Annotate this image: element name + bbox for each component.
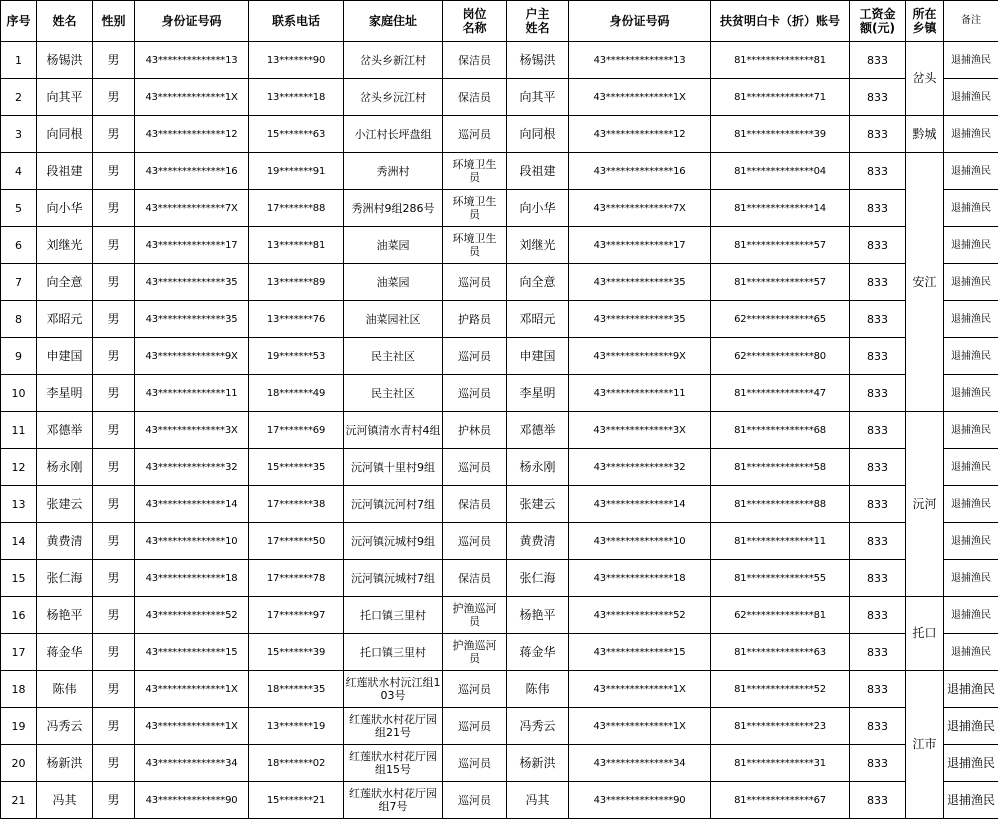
cell-id: 43**************34: [135, 745, 249, 782]
cell-address: 岔头乡新江村: [344, 42, 443, 79]
cell-hh-id: 43**************3X: [569, 412, 711, 449]
cell-post: 环境卫生员: [443, 153, 507, 190]
cell-no: 2: [1, 79, 37, 116]
cell-gender: 男: [93, 338, 135, 375]
cell-no: 12: [1, 449, 37, 486]
cell-note: 退捕渔民: [944, 116, 998, 153]
cell-hh-id: 43**************17: [569, 227, 711, 264]
cell-id: 43**************11: [135, 375, 249, 412]
header-cell-post-text: 岗位名称: [462, 7, 487, 35]
cell-no: 4: [1, 153, 37, 190]
cell-account: 81**************68: [711, 412, 850, 449]
table-row: [1, 708, 998, 745]
cell-address: 岔头乡沅江村: [344, 79, 443, 116]
cell-hh-id: 43**************90: [569, 782, 711, 819]
cell-account: 81**************81: [711, 42, 850, 79]
cell-note: 退捕渔民: [944, 486, 998, 523]
cell-gender: 男: [93, 782, 135, 819]
cell-hh-id: 43**************12: [569, 116, 711, 153]
table-row: [1, 375, 998, 412]
cell-address: 秀洲村9组286号: [344, 190, 443, 227]
cell-note: 退捕渔民: [944, 79, 998, 116]
header-cell-phone: 联系电话: [249, 1, 344, 42]
cell-post: 巡河员: [443, 116, 507, 153]
cell-householder: 冯秀云: [507, 708, 569, 745]
table-row: [1, 634, 998, 671]
cell-id: 43**************90: [135, 782, 249, 819]
cell-note: 退捕渔民: [944, 745, 998, 782]
cell-phone: 15*******63: [249, 116, 344, 153]
cell-gender: 男: [93, 597, 135, 634]
cell-id: 43**************17: [135, 227, 249, 264]
cell-name: 黄费清: [37, 523, 93, 560]
cell-address: 小江村长坪盘组: [344, 116, 443, 153]
header-cell-hh-id: 身份证号码: [569, 1, 711, 42]
cell-id: 43**************15: [135, 634, 249, 671]
cell-householder: 黄费清: [507, 523, 569, 560]
cell-phone: 17*******97: [249, 597, 344, 634]
cell-no: 16: [1, 597, 37, 634]
cell-salary: 833: [850, 486, 906, 523]
cell-salary: 833: [850, 597, 906, 634]
cell-post: 巡河员: [443, 338, 507, 375]
cell-householder: 杨锡洪: [507, 42, 569, 79]
cell-salary: 833: [850, 301, 906, 338]
cell-town: 沅河: [906, 412, 944, 597]
cell-id: 43**************7X: [135, 190, 249, 227]
cell-hh-id: 43**************35: [569, 301, 711, 338]
cell-address: 托口镇三里村: [344, 634, 443, 671]
cell-note: 退捕渔民: [944, 634, 998, 671]
cell-note: 退捕渔民: [944, 264, 998, 301]
cell-id: 43**************18: [135, 560, 249, 597]
cell-phone: 19*******53: [249, 338, 344, 375]
cell-id: 43**************52: [135, 597, 249, 634]
cell-account: 81**************88: [711, 486, 850, 523]
cell-account: 81**************39: [711, 116, 850, 153]
cell-salary: 833: [850, 708, 906, 745]
cell-gender: 男: [93, 486, 135, 523]
cell-no: 14: [1, 523, 37, 560]
cell-phone: 18*******35: [249, 671, 344, 708]
cell-account: 62**************81: [711, 597, 850, 634]
cell-id: 43**************3X: [135, 412, 249, 449]
table-row: [1, 338, 998, 375]
cell-salary: 833: [850, 338, 906, 375]
cell-hh-id: 43**************11: [569, 375, 711, 412]
cell-name: 李星明: [37, 375, 93, 412]
cell-address: 油菜园: [344, 227, 443, 264]
cell-account: 62**************65: [711, 301, 850, 338]
cell-account: 81**************23: [711, 708, 850, 745]
cell-id: 43**************16: [135, 153, 249, 190]
cell-hh-id: 43**************15: [569, 634, 711, 671]
cell-salary: 833: [850, 153, 906, 190]
cell-post: 巡河员: [443, 375, 507, 412]
cell-no: 8: [1, 301, 37, 338]
cell-name: 张仁海: [37, 560, 93, 597]
cell-householder: 陈伟: [507, 671, 569, 708]
header-cell-post: [443, 1, 507, 42]
cell-id: 43**************13: [135, 42, 249, 79]
cell-no: 17: [1, 634, 37, 671]
cell-address: 民主社区: [344, 338, 443, 375]
cell-address: 沅河镇清水青村4组: [344, 412, 443, 449]
cell-account: 81**************04: [711, 153, 850, 190]
cell-phone: 18*******02: [249, 745, 344, 782]
cell-no: 21: [1, 782, 37, 819]
cell-account: 81**************57: [711, 264, 850, 301]
cell-account: 81**************58: [711, 449, 850, 486]
cell-gender: 男: [93, 708, 135, 745]
table-row: [1, 745, 998, 782]
cell-householder: 冯其: [507, 782, 569, 819]
cell-phone: 15*******35: [249, 449, 344, 486]
cell-name: 申建国: [37, 338, 93, 375]
cell-no: 11: [1, 412, 37, 449]
cell-note: 退捕渔民: [944, 338, 998, 375]
cell-hh-id: 43**************10: [569, 523, 711, 560]
cell-town: 黔城: [906, 116, 944, 153]
header-cell-salary: [850, 1, 906, 42]
cell-salary: 833: [850, 79, 906, 116]
cell-hh-id: 43**************32: [569, 449, 711, 486]
table-row: [1, 597, 998, 634]
table-row: [1, 42, 998, 79]
cell-hh-id: 43**************1X: [569, 79, 711, 116]
cell-note: 退捕渔民: [944, 301, 998, 338]
header-cell-name: 姓名: [37, 1, 93, 42]
cell-note: 退捕渔民: [944, 153, 998, 190]
cell-gender: 男: [93, 523, 135, 560]
cell-householder: 杨永刚: [507, 449, 569, 486]
cell-post: 环境卫生员: [443, 190, 507, 227]
cell-id: 43**************1X: [135, 708, 249, 745]
cell-gender: 男: [93, 412, 135, 449]
cell-note: 退捕渔民: [944, 227, 998, 264]
cell-town: 岔头: [906, 42, 944, 116]
cell-householder: 蒋金华: [507, 634, 569, 671]
cell-hh-id: 43**************34: [569, 745, 711, 782]
cell-note: 退捕渔民: [944, 190, 998, 227]
cell-gender: 男: [93, 634, 135, 671]
cell-account: 81**************71: [711, 79, 850, 116]
cell-gender: 男: [93, 449, 135, 486]
cell-no: 19: [1, 708, 37, 745]
cell-householder: 李星明: [507, 375, 569, 412]
cell-post: 保洁员: [443, 79, 507, 116]
cell-phone: 13*******76: [249, 301, 344, 338]
cell-salary: 833: [850, 264, 906, 301]
cell-gender: 男: [93, 153, 135, 190]
cell-gender: 男: [93, 42, 135, 79]
cell-phone: 13*******89: [249, 264, 344, 301]
cell-account: 81**************63: [711, 634, 850, 671]
cell-gender: 男: [93, 227, 135, 264]
cell-address: 油菜园社区: [344, 301, 443, 338]
cell-post: 护林员: [443, 412, 507, 449]
cell-account: 81**************55: [711, 560, 850, 597]
cell-name: 邓德举: [37, 412, 93, 449]
cell-hh-id: 43**************1X: [569, 671, 711, 708]
cell-post: 巡河员: [443, 449, 507, 486]
cell-salary: 833: [850, 523, 906, 560]
cell-salary: 833: [850, 116, 906, 153]
cell-phone: 15*******39: [249, 634, 344, 671]
cell-name: 杨艳平: [37, 597, 93, 634]
cell-salary: 833: [850, 190, 906, 227]
cell-account: 81**************67: [711, 782, 850, 819]
table-row: [1, 523, 998, 560]
table-row: [1, 449, 998, 486]
cell-address: 沅河镇沅城村7组: [344, 560, 443, 597]
cell-name: 陈伟: [37, 671, 93, 708]
cell-post: 保洁员: [443, 42, 507, 79]
cell-hh-id: 43**************35: [569, 264, 711, 301]
cell-salary: 833: [850, 671, 906, 708]
cell-address: 油菜园: [344, 264, 443, 301]
cell-post: 巡河员: [443, 708, 507, 745]
cell-address: 红莲狀水村花厅园组7号: [344, 782, 443, 819]
header-cell-householder-text: 户主姓名: [525, 7, 550, 35]
cell-salary: 833: [850, 782, 906, 819]
cell-town: 托口: [906, 597, 944, 671]
cell-no: 5: [1, 190, 37, 227]
cell-note: 退捕渔民: [944, 597, 998, 634]
cell-phone: 13*******81: [249, 227, 344, 264]
cell-householder: 张仁海: [507, 560, 569, 597]
cell-post: 巡河员: [443, 745, 507, 782]
cell-name: 杨锡洪: [37, 42, 93, 79]
cell-post: 环境卫生员: [443, 227, 507, 264]
cell-householder: 邓德举: [507, 412, 569, 449]
cell-salary: 833: [850, 227, 906, 264]
cell-id: 43**************12: [135, 116, 249, 153]
cell-hh-id: 43**************7X: [569, 190, 711, 227]
cell-phone: 13*******18: [249, 79, 344, 116]
cell-address: 托口镇三里村: [344, 597, 443, 634]
cell-account: 81**************14: [711, 190, 850, 227]
cell-name: 张建云: [37, 486, 93, 523]
table-row: [1, 560, 998, 597]
cell-name: 冯其: [37, 782, 93, 819]
cell-post: 护路员: [443, 301, 507, 338]
cell-town: 江市: [906, 671, 944, 819]
cell-hh-id: 43**************52: [569, 597, 711, 634]
cell-phone: 15*******21: [249, 782, 344, 819]
cell-householder: 段祖建: [507, 153, 569, 190]
cell-address: 沅河镇沅河村7组: [344, 486, 443, 523]
table-body: [1, 42, 998, 819]
cell-name: 邓昭元: [37, 301, 93, 338]
cell-householder: 张建云: [507, 486, 569, 523]
cell-note: 退捕渔民: [944, 560, 998, 597]
cell-no: 1: [1, 42, 37, 79]
cell-householder: 刘继光: [507, 227, 569, 264]
cell-householder: 向其平: [507, 79, 569, 116]
cell-id: 43**************1X: [135, 671, 249, 708]
cell-gender: 男: [93, 560, 135, 597]
cell-note: 退捕渔民: [944, 671, 998, 708]
cell-note: 退捕渔民: [944, 449, 998, 486]
cell-phone: 17*******88: [249, 190, 344, 227]
cell-no: 20: [1, 745, 37, 782]
cell-no: 3: [1, 116, 37, 153]
cell-note: 退捕渔民: [944, 375, 998, 412]
table-row: [1, 227, 998, 264]
table-row: [1, 301, 998, 338]
cell-salary: 833: [850, 745, 906, 782]
cell-no: 15: [1, 560, 37, 597]
cell-salary: 833: [850, 375, 906, 412]
header-cell-town: [906, 1, 944, 42]
header-cell-id: 身份证号码: [135, 1, 249, 42]
cell-no: 9: [1, 338, 37, 375]
cell-no: 13: [1, 486, 37, 523]
cell-hh-id: 43**************1X: [569, 708, 711, 745]
cell-hh-id: 43**************14: [569, 486, 711, 523]
cell-phone: 17*******50: [249, 523, 344, 560]
cell-householder: 邓昭元: [507, 301, 569, 338]
cell-hh-id: 43**************9X: [569, 338, 711, 375]
cell-phone: 17*******38: [249, 486, 344, 523]
cell-name: 刘继光: [37, 227, 93, 264]
cell-gender: 男: [93, 745, 135, 782]
cell-post: 巡河员: [443, 782, 507, 819]
cell-id: 43**************10: [135, 523, 249, 560]
cell-id: 43**************14: [135, 486, 249, 523]
cell-hh-id: 43**************16: [569, 153, 711, 190]
header-row: [1, 1, 998, 42]
table-row: [1, 116, 998, 153]
cell-account: 62**************80: [711, 338, 850, 375]
header-cell-gender: 性别: [93, 1, 135, 42]
cell-salary: 833: [850, 560, 906, 597]
cell-phone: 13*******90: [249, 42, 344, 79]
cell-id: 43**************35: [135, 264, 249, 301]
header-cell-account: 扶贫明白卡（折）账号: [711, 1, 850, 42]
cell-account: 81**************11: [711, 523, 850, 560]
cell-account: 81**************47: [711, 375, 850, 412]
cell-address: 沅河镇十里村9组: [344, 449, 443, 486]
header-cell-salary-text: 工资金额(元): [859, 7, 896, 35]
cell-phone: 19*******91: [249, 153, 344, 190]
table-row: [1, 782, 998, 819]
header-cell-no: 序号: [1, 1, 37, 42]
header-cell-address: 家庭住址: [344, 1, 443, 42]
cell-id: 43**************35: [135, 301, 249, 338]
cell-hh-id: 43**************13: [569, 42, 711, 79]
cell-name: 蒋金华: [37, 634, 93, 671]
cell-no: 6: [1, 227, 37, 264]
cell-householder: 向全意: [507, 264, 569, 301]
cell-householder: 向同根: [507, 116, 569, 153]
cell-name: 杨新洪: [37, 745, 93, 782]
cell-town: 安江: [906, 153, 944, 412]
table-row: [1, 671, 998, 708]
cell-gender: 男: [93, 301, 135, 338]
cell-post: 巡河员: [443, 264, 507, 301]
cell-post: 巡河员: [443, 671, 507, 708]
cell-name: 向小华: [37, 190, 93, 227]
cell-address: 红莲狀水村沅江组103号: [344, 671, 443, 708]
table-row: [1, 412, 998, 449]
cell-gender: 男: [93, 264, 135, 301]
cell-no: 7: [1, 264, 37, 301]
cell-phone: 13*******19: [249, 708, 344, 745]
table-row: [1, 153, 998, 190]
cell-name: 向同根: [37, 116, 93, 153]
header-cell-householder: [507, 1, 569, 42]
cell-post: 巡河员: [443, 523, 507, 560]
cell-post: 护渔巡河员: [443, 634, 507, 671]
cell-name: 向全意: [37, 264, 93, 301]
cell-note: 退捕渔民: [944, 412, 998, 449]
cell-gender: 男: [93, 375, 135, 412]
cell-gender: 男: [93, 116, 135, 153]
table-row: [1, 79, 998, 116]
cell-gender: 男: [93, 79, 135, 116]
cell-salary: 833: [850, 42, 906, 79]
cell-householder: 申建国: [507, 338, 569, 375]
cell-address: 民主社区: [344, 375, 443, 412]
cell-householder: 向小华: [507, 190, 569, 227]
cell-account: 81**************52: [711, 671, 850, 708]
cell-address: 秀洲村: [344, 153, 443, 190]
cell-householder: 杨新洪: [507, 745, 569, 782]
cell-address: 红莲狀水村花厅园组21号: [344, 708, 443, 745]
cell-phone: 18*******49: [249, 375, 344, 412]
cell-householder: 杨艳平: [507, 597, 569, 634]
cell-post: 保洁员: [443, 560, 507, 597]
cell-salary: 833: [850, 412, 906, 449]
cell-name: 段祖建: [37, 153, 93, 190]
cell-salary: 833: [850, 449, 906, 486]
cell-note: 退捕渔民: [944, 782, 998, 819]
cell-hh-id: 43**************18: [569, 560, 711, 597]
cell-name: 杨永刚: [37, 449, 93, 486]
cell-id: 43**************32: [135, 449, 249, 486]
cell-no: 18: [1, 671, 37, 708]
cell-account: 81**************57: [711, 227, 850, 264]
cell-gender: 男: [93, 190, 135, 227]
cell-salary: 833: [850, 634, 906, 671]
cell-phone: 17*******78: [249, 560, 344, 597]
header-cell-note: 备注: [944, 1, 998, 42]
cell-name: 冯秀云: [37, 708, 93, 745]
cell-address: 沅河镇沅城村9组: [344, 523, 443, 560]
cell-account: 81**************31: [711, 745, 850, 782]
table-row: [1, 190, 998, 227]
cell-post: 保洁员: [443, 486, 507, 523]
cell-id: 43**************1X: [135, 79, 249, 116]
table-row: [1, 264, 998, 301]
cell-note: 退捕渔民: [944, 523, 998, 560]
cell-gender: 男: [93, 671, 135, 708]
cell-phone: 17*******69: [249, 412, 344, 449]
cell-post: 护渔巡河员: [443, 597, 507, 634]
cell-id: 43**************9X: [135, 338, 249, 375]
header-cell-town-text: 所在乡镇: [912, 7, 937, 35]
table-row: [1, 486, 998, 523]
cell-no: 10: [1, 375, 37, 412]
cell-note: 退捕渔民: [944, 708, 998, 745]
cell-note: 退捕渔民: [944, 42, 998, 79]
cell-address: 红莲狀水村花厅园组15号: [344, 745, 443, 782]
cell-name: 向其平: [37, 79, 93, 116]
